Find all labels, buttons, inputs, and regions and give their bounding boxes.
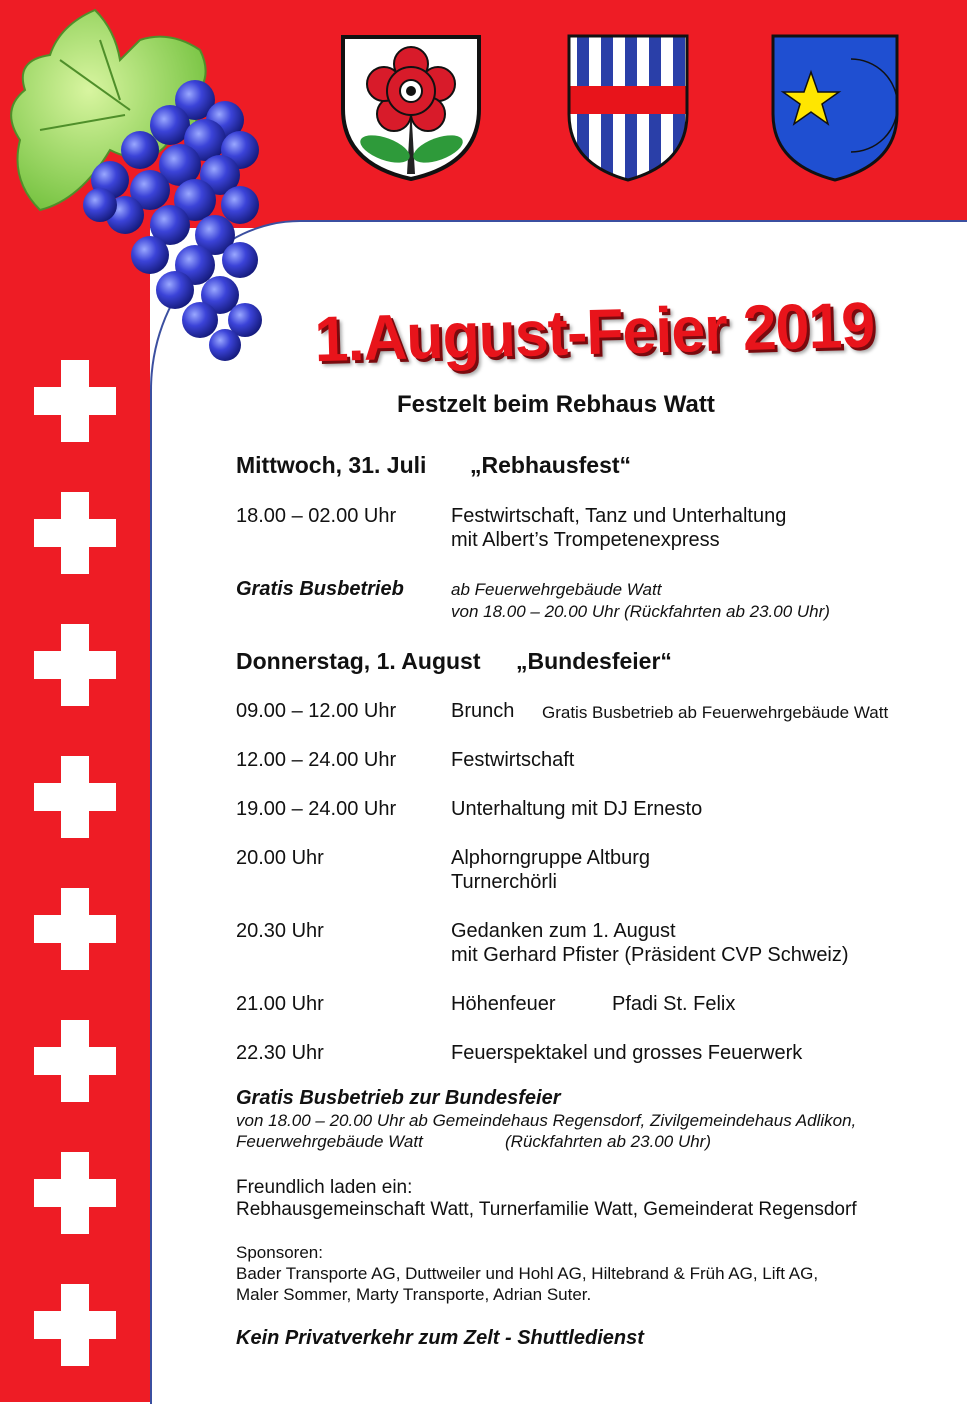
day2-label: Donnerstag, 1. August xyxy=(236,648,481,674)
program-time: 20.30 Uhr xyxy=(236,920,324,942)
program-time: 12.00 – 24.00 Uhr xyxy=(236,749,397,771)
bus-line: (Rückfahrten ab 23.00 Uhr) xyxy=(505,1132,711,1151)
program-desc-2: Turnerchörli xyxy=(451,871,557,893)
day1-bus-line: ab Feuerwehrgebäude Watt xyxy=(451,580,662,599)
program-desc: Höhenfeuer xyxy=(451,993,556,1015)
sponsors-line: Maler Sommer, Marty Transporte, Adrian Suter. xyxy=(236,1285,592,1304)
program-desc-2: mit Gerhard Pfister (Präsident CVP Schweiz) xyxy=(451,944,849,966)
program-time: 19.00 – 24.00 Uhr xyxy=(236,798,397,820)
coat-of-arms-rose-icon xyxy=(340,34,482,182)
day1-label: Mittwoch, 31. Juli xyxy=(236,452,427,478)
bus-heading: Gratis Busbetrieb zur Bundesfeier xyxy=(236,1087,561,1109)
day1-bus-label: Gratis Busbetrieb xyxy=(236,578,404,600)
program-time: 20.00 Uhr xyxy=(236,847,324,869)
day1-time: 18.00 – 02.00 Uhr xyxy=(236,505,397,527)
swiss-cross-icon xyxy=(34,492,116,574)
bus-line: von 18.00 – 20.00 Uhr ab Gemeindehaus Regensdorf, Zivilgemeindehaus Adlikon, xyxy=(236,1111,857,1130)
subtitle: Festzelt beim Rebhaus Watt xyxy=(397,391,715,418)
day1-event-name: „Rebhausfest“ xyxy=(470,452,632,478)
day1-bus-line: von 18.00 – 20.00 Uhr (Rückfahrten ab 23.00 Uhr) xyxy=(451,602,830,621)
program-note: Gratis Busbetrieb ab Feuerwehrgebäude Watt xyxy=(542,703,889,722)
invite-heading: Freundlich laden ein: xyxy=(236,1177,413,1198)
grapes-icon xyxy=(0,0,290,370)
program-time: 21.00 Uhr xyxy=(236,993,324,1015)
swiss-cross-icon xyxy=(34,1152,116,1234)
program-time: 22.30 Uhr xyxy=(236,1042,324,1064)
program-desc: Feuerspektakel und grosses Feuerwerk xyxy=(451,1042,803,1064)
program-desc: Gedanken zum 1. August xyxy=(451,920,676,942)
swiss-cross-icon xyxy=(34,1020,116,1102)
swiss-cross-icon xyxy=(34,1284,116,1366)
day2-event-name: „Bundesfeier“ xyxy=(516,648,672,674)
program-time: 09.00 – 12.00 Uhr xyxy=(236,700,397,722)
swiss-cross-icon xyxy=(34,624,116,706)
swiss-cross-icon xyxy=(34,360,116,442)
sponsors-line: Bader Transporte AG, Duttweiler und Hohl AG, Hiltebrand & Früh AG, Lift AG, xyxy=(236,1264,819,1283)
page-title: 1.August-Feier 2019 xyxy=(313,288,876,376)
coat-of-arms-stripes-icon xyxy=(567,34,689,182)
invite-hosts: Rebhausgemeinschaft Watt, Turnerfamilie Watt, Gemeinderat Regensdorf xyxy=(236,1199,857,1220)
swiss-cross-icon xyxy=(34,756,116,838)
program-desc: Unterhaltung mit DJ Ernesto xyxy=(451,798,703,820)
bus-line: Feuerwehrgebäude Watt xyxy=(236,1132,423,1151)
program-desc: Alphorngruppe Altburg xyxy=(451,847,651,869)
program-desc: Brunch xyxy=(451,700,515,722)
sponsors-heading: Sponsoren: xyxy=(236,1243,323,1262)
swiss-cross-icon xyxy=(34,888,116,970)
program-desc: Festwirtschaft xyxy=(451,749,575,771)
footer-note: Kein Privatverkehr zum Zelt - Shuttledienst xyxy=(236,1327,644,1349)
day1-desc-2: mit Albert’s Trompetenexpress xyxy=(451,529,720,551)
coat-of-arms-moon-star-icon xyxy=(771,34,899,182)
program-note: Pfadi St. Felix xyxy=(612,993,736,1015)
day1-desc: Festwirtschaft, Tanz und Unterhaltung xyxy=(451,505,787,527)
